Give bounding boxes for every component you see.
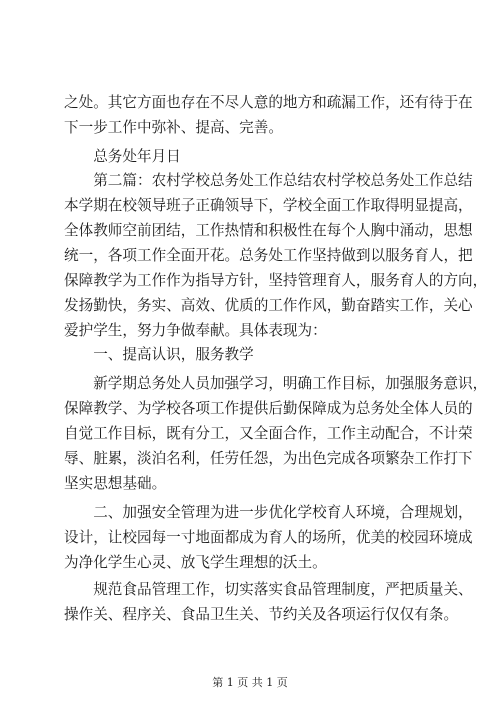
text-line: 爱护学生，努力争做奉献。具体表现为： xyxy=(64,322,327,339)
text-line: 发扬勤快，务实、高效、优质的工作作风，勤奋踏实工作，关心 xyxy=(64,297,473,314)
text-line: 保障教学、为学校各项工作提供后勤保障成为总务处全体人员的 xyxy=(64,400,473,417)
text-line: 辱、脏累，淡泊名利，任劳任怨，为出色完成各项繁杂工作打下 xyxy=(64,450,473,467)
text-line: 总务处年月日 xyxy=(64,148,181,165)
paragraph-section-one-heading xyxy=(64,342,464,367)
text-line: 保障教学为工作作为指导方针，坚持管理育人，服务育人的方向， xyxy=(64,272,488,289)
text-line: 坚实思想基础。 xyxy=(64,475,167,492)
text-line: 为净化学生心灵、放飞学生理想的沃土。 xyxy=(64,554,327,571)
page-number-footer: 第 1 页 共 1 页 xyxy=(212,676,288,689)
text-line: 自觉工作目标，既有分工，又全面合作，工作主动配合，不计荣 xyxy=(64,425,473,442)
paragraph-article-two xyxy=(64,168,488,343)
text-line: 规范食品管理工作，切实落实食品管理制度，严把质量关、 xyxy=(64,581,473,598)
text-line: 操作关、程序关、食品卫生关、节约关及各项运行仅仅有条。 xyxy=(64,606,459,623)
text-line: 之处。其它方面也存在不尽人意的地方和疏漏工作，还有待于在 xyxy=(64,94,473,111)
text-line: 下一步工作中弥补、提高、完善。 xyxy=(64,119,283,136)
text-line: 设计，让校园每一寸地面都成为育人的场所，优美的校园环境成 xyxy=(64,529,473,546)
text-line: 统一，各项工作全面开花。总务处工作坚持做到以服务育人，把 xyxy=(64,247,473,264)
text-line: 二、加强安全管理为进一步优化学校育人环境，合理规划， xyxy=(64,504,473,521)
text-line: 本学期在校领导班子正确领导下，学校全面工作取得明显提高， xyxy=(64,197,473,214)
paragraph-signature xyxy=(64,144,464,169)
paragraph-section-one xyxy=(64,371,488,496)
text-line: 一、提高认识，服务教学 xyxy=(64,346,254,363)
paragraph-section-two xyxy=(64,500,473,575)
paragraph-continuation xyxy=(64,90,473,140)
text-line: 全体教师空前团结，工作热情和积极性在每个人胸中涌动，思想 xyxy=(64,222,473,239)
text-line: 第二篇：农村学校总务处工作总结农村学校总务处工作总结 xyxy=(64,172,473,189)
paragraph-food-management xyxy=(64,577,473,627)
text-line: 新学期总务处人员加强学习，明确工作目标，加强服务意识， xyxy=(64,375,488,392)
